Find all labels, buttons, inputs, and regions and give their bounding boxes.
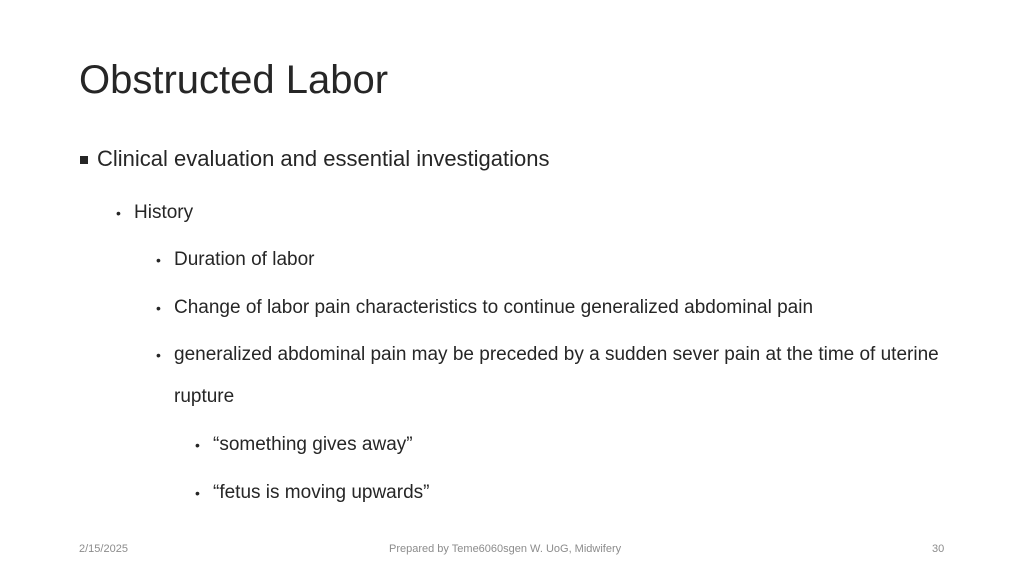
dot-bullet-icon: • <box>195 437 200 453</box>
bullet-preceded <box>156 334 954 418</box>
bullet-history <box>116 202 193 224</box>
bullet-text: “fetus is moving upwards” <box>213 482 430 503</box>
square-bullet-icon <box>80 156 88 164</box>
bullet-text: Clinical evaluation and essential investigations <box>97 146 550 171</box>
bullet-text: Duration of labor <box>174 249 315 270</box>
bullet-level1 <box>80 148 550 170</box>
bullet-text: Change of labor pain characteristics to continue generalized abdominal pain <box>174 297 814 318</box>
dot-bullet-icon: • <box>116 205 121 221</box>
slide-title: Obstructed Labor <box>79 58 389 102</box>
dot-bullet-icon: • <box>195 485 200 501</box>
bullet-text: History <box>134 202 194 223</box>
bullet-text: generalized abdominal pain may be preceded by a sudden sever pain at the time of uterine rupture <box>174 344 939 407</box>
bullet-moving-up <box>195 482 429 504</box>
footer-page-number: 30 <box>932 543 945 555</box>
dot-bullet-icon: • <box>156 347 161 363</box>
bullet-change <box>156 297 813 319</box>
footer-date: 2/15/2025 <box>79 543 128 555</box>
footer-credit: Prepared by Teme6060sgen W. UoG, Midwifery <box>389 543 622 555</box>
bullet-duration <box>156 249 314 271</box>
dot-bullet-icon: • <box>156 300 161 316</box>
bullet-text: “something gives away” <box>213 434 413 455</box>
bullet-gives-away <box>195 434 413 456</box>
dot-bullet-icon: • <box>156 252 161 268</box>
